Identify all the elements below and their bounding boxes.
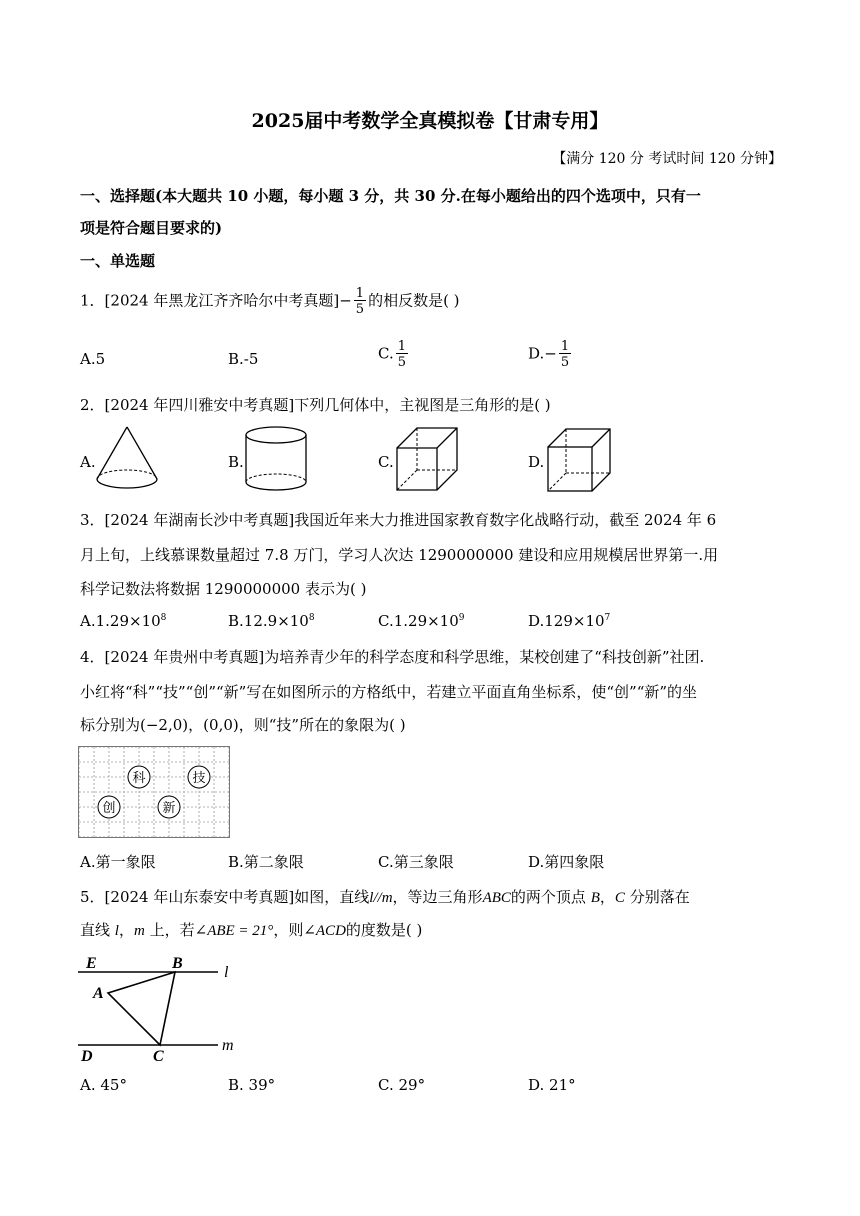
q3-option-d-text: D.129×10	[528, 612, 605, 630]
q5-line-l: l	[114, 923, 119, 939]
grid-char-chuang: 创	[102, 800, 116, 815]
q4-line3-end: ，则“技”所在的象限为( )	[238, 716, 406, 734]
subsection-heading: 一、单选题	[80, 252, 156, 270]
question-3-line3: 科学记数法将数据 1290000000 表示为( )	[80, 580, 367, 598]
question-4-line1: 4．[2024 年贵州中考真题]为培养青少年的科学态度和科学思维，某校创建了“科技创新”社团.	[80, 648, 705, 666]
q5-angle-abe: ∠ABE = 21°	[194, 923, 274, 939]
q5-line2-end: 的度数是( )	[345, 921, 423, 939]
q4-option-c[interactable]: C.第三象限	[378, 853, 454, 871]
q5-line1-end: 分别落在	[629, 888, 690, 906]
q3-option-a-exponent: 8	[160, 613, 167, 623]
q1-option-c-fraction	[396, 340, 408, 369]
label-D: D	[81, 1048, 93, 1065]
q1-denominator: 5	[355, 302, 365, 317]
triangular-prism-figure	[393, 425, 465, 495]
q1-option-c[interactable]	[378, 340, 410, 369]
q4-line3-start: 标分别为	[80, 716, 141, 734]
q5-line1-mid: ，等边三角形	[392, 888, 483, 906]
q1-option-d-fraction	[559, 340, 571, 369]
label-B: B	[172, 955, 183, 972]
q1-option-a[interactable]: A.5	[80, 350, 106, 368]
grid-char-xin: 新	[162, 800, 176, 815]
question-3-line1: 3．[2024 年湖南长沙中考真题]我国近年来大力推进国家教育数字化战略行动，截至 2024 年 6	[80, 511, 717, 529]
q3-option-b-text: B.12.9×10	[228, 612, 309, 630]
q1-option-d-negative-sign: −	[544, 344, 557, 363]
q1-option-d-denominator: 5	[560, 355, 570, 370]
section-heading-line2: 项是符合题目要求的)	[80, 219, 223, 237]
q3-option-b[interactable]	[228, 612, 315, 630]
label-l: l	[224, 964, 229, 981]
question-4-line3	[80, 714, 406, 735]
parallel-lines-triangle-figure	[76, 950, 246, 1065]
q5-line2-then: ，则	[273, 921, 304, 939]
cylinder-figure	[243, 425, 309, 495]
q5-option-d[interactable]: D. 21°	[528, 1076, 576, 1094]
q1-option-d-label: D.	[528, 344, 545, 363]
q5-line2-start: 直线	[80, 921, 111, 939]
question-5-line1	[80, 886, 690, 907]
q2-option-b[interactable]: B.	[228, 453, 244, 471]
q1-option-c-denominator: 5	[397, 355, 406, 370]
q4-option-b[interactable]: B.第二象限	[228, 853, 304, 871]
grid-char-ke: 科	[132, 770, 146, 785]
q4-option-a[interactable]: A.第一象限	[80, 853, 156, 871]
q2-option-a[interactable]: A.	[80, 453, 96, 471]
q2-option-c[interactable]: C.	[378, 453, 394, 471]
cone-figure	[94, 425, 160, 493]
q5-line-m: m	[133, 923, 145, 939]
q5-triangle-abc: ABC	[482, 890, 511, 906]
q5-option-a[interactable]: A. 45°	[80, 1076, 127, 1094]
q5-line1-start: 5．[2024 年山东泰安中考真题]如图，直线	[80, 888, 370, 906]
q5-vertex-b: B	[590, 890, 600, 906]
score-info: 【满分 120 分 考试时间 120 分钟】	[552, 151, 782, 167]
q1-option-d-numerator: 1	[560, 339, 570, 354]
page-title: 2025届中考数学全真模拟卷【甘肃专用】	[251, 110, 609, 132]
q4-separator: ，	[188, 716, 204, 734]
q1-option-d[interactable]	[528, 340, 573, 369]
q5-comma: ，	[599, 888, 615, 906]
q4-coordinate-xin: (0,0)	[203, 716, 239, 734]
section-heading-line1: 一、选择题(本大题共 10 小题，每小题 3 分，共 30 分.在每小题给出的四个选项中，只有一	[80, 187, 701, 205]
q2-option-d[interactable]: D.	[528, 453, 545, 471]
label-m: m	[222, 1037, 234, 1054]
grid-figure	[78, 746, 230, 838]
q3-option-b-exponent: 8	[308, 613, 315, 623]
question-3-line2: 月上旬，上线慕课数量超过 7.8 万门，学习人次达 1290000000 建设和应用规模居世界第一.用	[80, 546, 719, 564]
q1-negative-sign: −	[339, 291, 352, 310]
q3-option-a-text: A.1.29×10	[80, 612, 161, 630]
label-A: A	[93, 985, 104, 1002]
question-4-line2: 小红将“科”“技”“创”“新”写在如图所示的方格纸中，若建立平面直角坐标系，使“创”“新”的坐	[80, 683, 698, 701]
cube-figure	[544, 425, 614, 495]
q4-option-d[interactable]: D.第四象限	[528, 853, 605, 871]
q1-prefix: 1．[2024 年黑龙江齐齐哈尔中考真题]	[80, 291, 340, 310]
label-C: C	[153, 1048, 164, 1065]
label-E: E	[86, 955, 97, 972]
q3-option-a[interactable]	[80, 612, 166, 630]
q5-line1-vertices: 的两个顶点	[510, 888, 586, 906]
q5-vertex-c: C	[614, 890, 625, 906]
q1-option-c-numerator: 1	[397, 339, 406, 354]
question-2: 2．[2024 年四川雅安中考真题]下列几何体中，主视图是三角形的是( )	[80, 396, 551, 414]
q3-option-c-exponent: 9	[458, 613, 465, 623]
q5-line2-separator: ，	[118, 921, 134, 939]
q5-option-c[interactable]: C. 29°	[378, 1076, 426, 1094]
q1-option-c-label: C.	[378, 344, 394, 363]
question-5-line2	[80, 919, 422, 940]
q5-option-b[interactable]: B. 39°	[228, 1076, 276, 1094]
q3-option-d[interactable]	[528, 612, 610, 630]
q3-option-c[interactable]	[378, 612, 465, 630]
q1-numerator: 1	[355, 286, 365, 301]
q1-suffix: 的相反数是( )	[368, 291, 460, 310]
q5-parallel-lines: l//m	[369, 890, 393, 906]
q1-option-b[interactable]: B.-5	[228, 350, 259, 368]
q4-coordinate-chuang: (−2,0)	[140, 716, 189, 734]
q5-angle-acd: ∠ACD	[303, 923, 346, 939]
q1-fraction	[354, 287, 366, 316]
grid-char-ji: 技	[192, 770, 206, 785]
q3-option-c-text: C.1.29×10	[378, 612, 459, 630]
q3-option-d-exponent: 7	[604, 613, 611, 623]
question-1	[80, 287, 460, 316]
q5-line2-condition: 上，若	[149, 921, 195, 939]
